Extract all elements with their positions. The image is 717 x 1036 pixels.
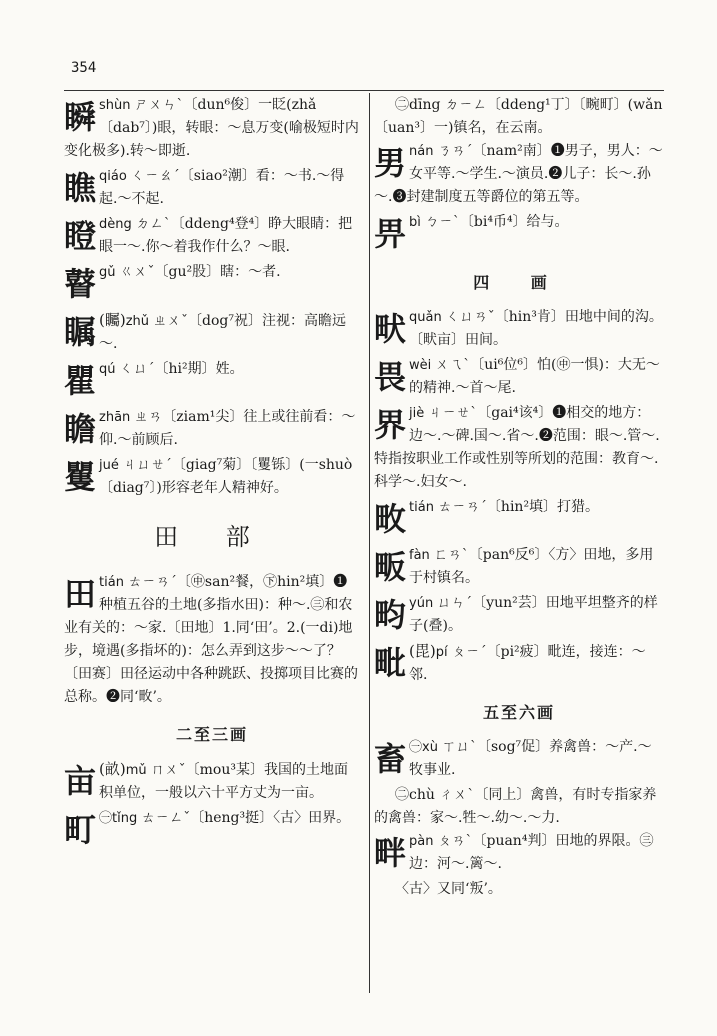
pinyin: pí xyxy=(435,645,448,660)
headword: 瞩 xyxy=(64,313,97,351)
pinyin: qú xyxy=(99,362,116,377)
pinyin: jué xyxy=(99,458,119,473)
left-column xyxy=(64,94,360,855)
headword: 瞧 xyxy=(64,169,97,207)
headword: 畏 xyxy=(374,358,407,396)
entry-list xyxy=(374,736,664,782)
headword: 瞽 xyxy=(64,265,97,303)
right-column xyxy=(374,94,664,901)
entry-list xyxy=(374,306,664,687)
pinyin: mǔ xyxy=(125,763,147,778)
headword: 瞬 xyxy=(64,98,97,136)
dict-entry xyxy=(64,406,360,452)
entry-list xyxy=(64,94,360,500)
definition: ㄑㄩㄢˇ〔hin³肯〕田地中间的沟。〔畎亩〕田间。 xyxy=(409,309,663,348)
definition: ㄊㄧㄢˊ〔㊥san²餐，㊦hin²填〕❶种植五谷的土地(多指水田)：种～.㊂和农业有关的：～家.〔田地〕1.同‘田’。2.(一di)地步，境遇(多指坏的)：怎么弄到这步～～了？〔田赛〕田径运动中各种跳跃、投掷项目比赛的总称。❷同‘畋’。 xyxy=(64,574,358,705)
definition: ㄅㄧˋ〔bi⁴币⁴〕给与。 xyxy=(424,214,569,230)
definition: ㄋㄢˊ〔nam²南〕❶男子，男人：～女平等.～学生.～演员.❷儿子：长～.孙～.❸封建制度五等爵位的第五等。 xyxy=(374,143,663,205)
definition: ㄨㄟˋ〔ui⁶位⁶〕怕(㊥一惧)：大无～的精神.～首～尾. xyxy=(409,357,660,396)
dict-entry xyxy=(374,354,664,400)
entry-list xyxy=(64,758,360,853)
definition: ㄓㄨˇ〔dog⁷祝〕注视：高瞻远～. xyxy=(99,313,347,352)
headword: 畔 xyxy=(374,834,407,872)
page-number: 354 xyxy=(71,60,97,76)
pinyin: pàn xyxy=(409,834,434,849)
dict-entry xyxy=(64,309,360,356)
subsection-title: 四 画 xyxy=(473,273,565,292)
dict-entry xyxy=(374,640,664,687)
headword: 畇 xyxy=(374,596,407,634)
pinyin: jiè xyxy=(409,406,425,421)
dict-entry xyxy=(374,544,664,590)
dict-entry xyxy=(374,140,664,209)
pinyin: nán xyxy=(409,144,434,159)
headword-variant: (矚) xyxy=(99,311,126,329)
entry-continuation: ㊁chù ㄔㄨˋ〔同上〕禽兽，有时专指家养的禽兽：家～.牲～.幼～.～力. xyxy=(374,787,657,826)
entry-list xyxy=(374,140,664,257)
headword: 畀 xyxy=(374,215,407,253)
definition: ㄓㄢ〔ziam¹尖〕往上或往前看：～仰.～前顾后. xyxy=(99,409,356,448)
definition: ㄆㄧˊ〔pi²疲〕毗连，接连：～邻. xyxy=(409,644,646,683)
pinyin: ㊀tǐng xyxy=(99,811,138,826)
definition: ㄑㄧㄠˊ〔siao²潮〕看：～书.～得起.～不起. xyxy=(99,168,345,207)
dict-entry xyxy=(64,358,360,404)
pinyin: dèng xyxy=(99,217,132,232)
definition: ㄊㄧㄥˇ〔heng³挺〕〈古〉田界。 xyxy=(141,810,351,826)
definition: ㄒㄩˋ〔sog⁷促〕养禽兽：～产.～牧事业. xyxy=(409,739,652,778)
headword: 界 xyxy=(374,406,407,444)
headword-variant: (畝) xyxy=(99,760,126,778)
definition: ㄐㄧㄝˋ〔gai⁴该⁴〕❶相交的地方：边～.～碑.国～.省～.❷范围：眼～.管～.特指按职业工作或性别等所划的范围：教育～.科学～.妇女～. xyxy=(374,405,660,490)
pinyin: bì xyxy=(409,215,421,230)
dict-entry xyxy=(64,454,360,500)
headword: 町 xyxy=(64,811,97,849)
definition: ㄉㄥˋ〔ddeng⁴登⁴〕睁大眼睛：把眼一～.你～着我作什么？～眼. xyxy=(99,216,353,255)
dict-entry xyxy=(374,830,664,876)
definition: ㄐㄩㄝˊ〔giag⁷菊〕〔矍铄〕(一shuò〔diag⁷〕)形容老年人精神好。 xyxy=(99,457,353,496)
definition: ㄇㄨˇ〔mou³某〕我国的土地面积单位，一般以六十平方丈为一亩。 xyxy=(99,762,348,801)
dict-entry xyxy=(64,94,360,163)
entry-continuation: 〈古〉又同‘叛’。 xyxy=(395,881,502,897)
pinyin: wèi xyxy=(409,358,432,373)
pinyin: zhān xyxy=(99,410,131,425)
dict-entry xyxy=(64,261,360,307)
pinyin: zhǔ xyxy=(125,314,150,329)
header-rule xyxy=(64,90,664,91)
pinyin: ㊀xù xyxy=(409,740,438,755)
dict-entry xyxy=(374,592,664,638)
headword-variant: (毘) xyxy=(409,642,436,660)
dict-entry xyxy=(374,211,664,257)
headword: 瞿 xyxy=(64,362,97,400)
pinyin: fàn xyxy=(409,548,430,563)
definition: ㄍㄨˇ〔gu²股〕瞎：～者. xyxy=(119,264,281,280)
headword: 畎 xyxy=(374,310,407,348)
dict-entry xyxy=(374,736,664,782)
pinyin: qiáo xyxy=(99,169,127,184)
dict-entry xyxy=(64,758,360,805)
headword: 矍 xyxy=(64,458,97,496)
pinyin: gǔ xyxy=(99,265,116,280)
headword: 亩 xyxy=(64,762,97,800)
pinyin: shùn xyxy=(99,98,131,113)
headword: 瞻 xyxy=(64,410,97,448)
section-title: 田 部 xyxy=(154,523,270,551)
definition: ㄊㄧㄢˊ〔hin²填〕打猎。 xyxy=(437,499,600,515)
pinyin: tián xyxy=(409,500,434,515)
column-divider xyxy=(369,93,370,993)
definition: ㄩㄣˊ〔yun²芸〕田地平坦整齐的样子(叠)。 xyxy=(409,595,658,634)
pinyin: tián xyxy=(99,575,124,590)
dict-entry xyxy=(374,496,664,542)
definition: ㄑㄩˊ〔hi²期〕姓。 xyxy=(119,361,244,377)
headword: 田 xyxy=(64,575,97,613)
headword: 畜 xyxy=(374,740,407,778)
entry-list xyxy=(374,830,664,876)
dict-entry xyxy=(64,807,360,853)
definition: ㄈㄢˋ〔pan⁶反⁶〕〈方〉田地，多用于村镇名。 xyxy=(409,547,654,586)
definition: ㄆㄢˋ〔puan⁴判〕田地的界限。㊂边：河～.篱～. xyxy=(409,833,654,872)
dict-entry-tian xyxy=(64,571,360,709)
dict-entry xyxy=(374,306,664,352)
subsection-title: 五至六画 xyxy=(482,703,555,722)
definition: ㄕㄨㄣˋ〔dun⁶俊〕一眨(zhǎ〔dab⁷〕)眼，转眼：～息万变(喻极短时内变化极多).转～即逝. xyxy=(64,97,359,159)
pinyin: quǎn xyxy=(409,310,442,325)
dict-entry xyxy=(64,213,360,259)
headword: 毗 xyxy=(374,644,407,682)
headword: 瞪 xyxy=(64,217,97,255)
entry-continuation: ㊁dīng ㄉㄧㄥ〔ddeng¹丁〕〔畹町〕(wǎn〔uan³〕一)镇名，在云南。 xyxy=(374,97,663,136)
headword: 畋 xyxy=(374,500,407,538)
dict-entry xyxy=(64,165,360,211)
dict-entry xyxy=(374,402,664,494)
pinyin: yún xyxy=(409,596,434,611)
headword: 畈 xyxy=(374,548,407,586)
subsection-title: 二至三画 xyxy=(175,725,248,744)
headword: 男 xyxy=(374,144,407,182)
